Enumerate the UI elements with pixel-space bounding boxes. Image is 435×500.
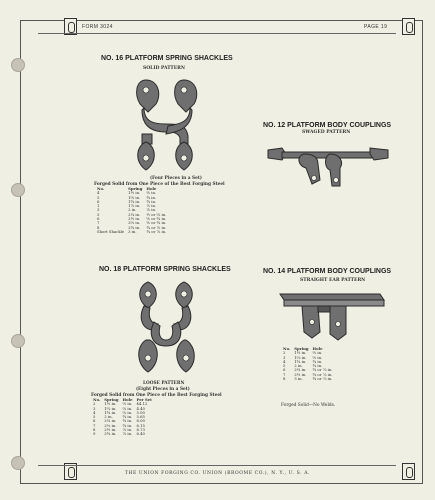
table-cell: 4.40 (136, 405, 145, 411)
table-cell: 2½ in. (294, 371, 307, 377)
table-cell: ¾ or ⅞ in. (312, 371, 333, 377)
column-header: Spring (128, 186, 143, 191)
table-cell: ¾ in. (122, 418, 133, 424)
table-cell: 1½ in. (294, 350, 307, 356)
binder-hole (11, 334, 25, 348)
column-header: No. (283, 346, 291, 351)
table-no14 (281, 347, 334, 381)
table-cell: ⅝ in. (146, 190, 157, 196)
binder-hole (11, 456, 25, 470)
table-cell: 3 (283, 354, 286, 360)
table-cell: 3 (93, 405, 96, 411)
binder-hole (11, 183, 25, 197)
column-header: Per Set (136, 397, 152, 402)
section-subtitle-no12: SWAGED PATTERN (302, 130, 351, 135)
table-cell: 6.00 (136, 418, 145, 424)
table-cell: 1⅝ in. (294, 354, 307, 360)
table-cell: ⅝ in. (122, 401, 133, 407)
column-header: No. (93, 397, 101, 402)
table-cell: ¾ in. (312, 358, 323, 364)
table-cell: Short Shackle (97, 228, 125, 234)
table-cell: 1¾ in. (104, 409, 117, 415)
caption-no18-set: (Eight Pieces in a Set) (136, 387, 190, 392)
table-cell: 6.73 (136, 427, 145, 433)
table-cell: ⅞ in. (122, 431, 133, 437)
caption-no16-material: Forged Solid from One Piece of the Best Forging Steel (94, 182, 225, 187)
form-number: FORM 3024 (82, 24, 113, 30)
shackle-solid-illustration (128, 74, 208, 174)
table-cell: ⅝ in. (312, 350, 323, 356)
table-cell: 6 (97, 216, 100, 222)
table-cell: ¾ in. (146, 194, 157, 200)
table-cell: 2½ in. (128, 216, 141, 222)
table-cell: 2 in. (294, 363, 303, 369)
section-subtitle-no16: SOLID PATTERN (143, 66, 186, 71)
table-cell: 1¾ in. (294, 358, 307, 364)
table-cell: $4.12 (136, 401, 148, 407)
table-cell: 4 (97, 190, 100, 196)
table-cell: 2¼ in. (128, 211, 141, 217)
note-no14: Forged Solid—No Welds. (281, 403, 336, 408)
table-cell: 2 in. (128, 207, 137, 213)
page-number: PAGE 19 (364, 24, 388, 30)
table-cell: 2¼ in. (294, 367, 307, 373)
table-cell: ⅝ or ¾ in. (146, 220, 167, 226)
table-cell: 5 (283, 363, 286, 369)
column-header: Hole (146, 186, 157, 191)
table-cell: 2 (93, 401, 96, 407)
table-cell: 2¼ in. (104, 418, 117, 424)
column-header: Hole (122, 397, 133, 402)
table-cell: 6.40 (136, 431, 145, 437)
table-cell: ½ or ⅝ in. (146, 211, 167, 217)
table-cell: 4 (93, 409, 96, 415)
section-title-no14: NO. 14 PLATFORM BODY COUPLINGS (263, 268, 392, 275)
table-cell: ¾ in. (122, 422, 133, 428)
table-cell: ⅞ in. (122, 427, 133, 433)
column-header: No. (97, 186, 105, 191)
table-cell: ⅞ in. (146, 203, 157, 209)
table-cell: ⅝ or ¾ in. (146, 216, 167, 222)
table-cell: 7 (93, 422, 96, 428)
table-cell: ¾ or ⅞ in. (312, 376, 333, 382)
table-cell: 1½ in. (104, 401, 117, 407)
table-cell: 1⅝ in. (128, 194, 141, 200)
table-cell: 4 (283, 358, 286, 364)
table-cell: ¾ or ⅞ in. (146, 228, 167, 234)
column-header: Spring (294, 346, 309, 351)
table-cell: 5.00 (136, 409, 145, 415)
table-cell: 6 (283, 367, 286, 373)
coupling-swaged-illustration (264, 140, 394, 195)
table-cell: 3 in. (128, 228, 137, 234)
table-row (91, 432, 154, 436)
table-no16 (95, 187, 168, 234)
header-rule (38, 33, 396, 34)
table-cell: 2 (283, 350, 286, 356)
caption-no18-material: Forged Solid from One Piece of the Best Forging Steel (91, 393, 222, 398)
table-cell: 5.65 (136, 414, 145, 420)
table-cell: 5 (97, 211, 100, 217)
table-cell: 6.15 (136, 422, 145, 428)
table-cell: 2¾ in. (104, 431, 117, 437)
section-title-no18: NO. 18 PLATFORM SPRING SHACKLES (99, 266, 231, 273)
table-cell: ¾ or ⅞ in. (146, 224, 167, 230)
table-cell: 1⅝ in. (104, 405, 117, 411)
table-cell: 1⅞ in. (128, 203, 141, 209)
table-cell: 1 (97, 203, 100, 209)
table-cell: ⅝ in. (122, 409, 133, 415)
table-cell: ¾ in. (122, 414, 133, 420)
table-cell: 2⅝ in. (128, 220, 141, 226)
coupling-straight-ear-illustration (276, 288, 388, 346)
table-row (95, 230, 168, 234)
shackle-loose-illustration (128, 278, 208, 378)
table-cell: 6 (93, 418, 96, 424)
page-border (20, 20, 423, 484)
table-cell: ⅞ in. (146, 207, 157, 213)
table-cell: ¾ in. (146, 198, 157, 204)
column-header: Hole (312, 346, 323, 351)
emblem-icon (402, 18, 415, 35)
section-subtitle-no14: STRAIGHT EAR PATTERN (300, 278, 366, 283)
table-cell: 2⅜ in. (104, 422, 117, 428)
table-cell: ¾ in. (312, 363, 323, 369)
table-cell: 8 (93, 427, 96, 433)
table-cell: 2 in. (104, 414, 113, 420)
table-cell: ⅝ in. (122, 405, 133, 411)
page-footer: THE UNION FORGING CO. UNION (BROOME CO.), N. Y., U. S. A. (124, 471, 311, 476)
table-cell: ⅝ in. (312, 354, 323, 360)
section-title-no16: NO. 16 PLATFORM SPRING SHACKLES (101, 55, 233, 62)
caption-no16-set: (Four Pieces in a Set) (150, 176, 202, 181)
table-cell: 2¾ in. (128, 224, 141, 230)
table-no18 (91, 398, 154, 437)
caption-no18-pattern: LOOSE PATTERN (143, 381, 185, 386)
table-cell: 5 (97, 194, 100, 200)
binder-hole (11, 58, 25, 72)
table-cell: 5 (93, 414, 96, 420)
table-cell: 1¾ in. (128, 198, 141, 204)
footer-rule (38, 465, 396, 466)
column-header: Spring (104, 397, 119, 402)
table-cell: 1½ in. (128, 190, 141, 196)
table-cell: 7 (97, 220, 100, 226)
section-title-no12: NO. 12 PLATFORM BODY COUPLINGS (263, 122, 392, 129)
table-row (281, 377, 334, 381)
table-cell: 2½ in. (104, 427, 117, 433)
table-cell: 6 (97, 198, 100, 204)
table-cell: 3 (97, 207, 100, 213)
table-cell: 3 in. (294, 376, 303, 382)
table-cell: 7 (283, 371, 286, 377)
table-cell: ¾ or ⅞ in. (312, 367, 333, 373)
table-cell: 9 (93, 431, 96, 437)
table-cell: 8 (97, 224, 100, 230)
table-cell: 8 (283, 376, 286, 382)
